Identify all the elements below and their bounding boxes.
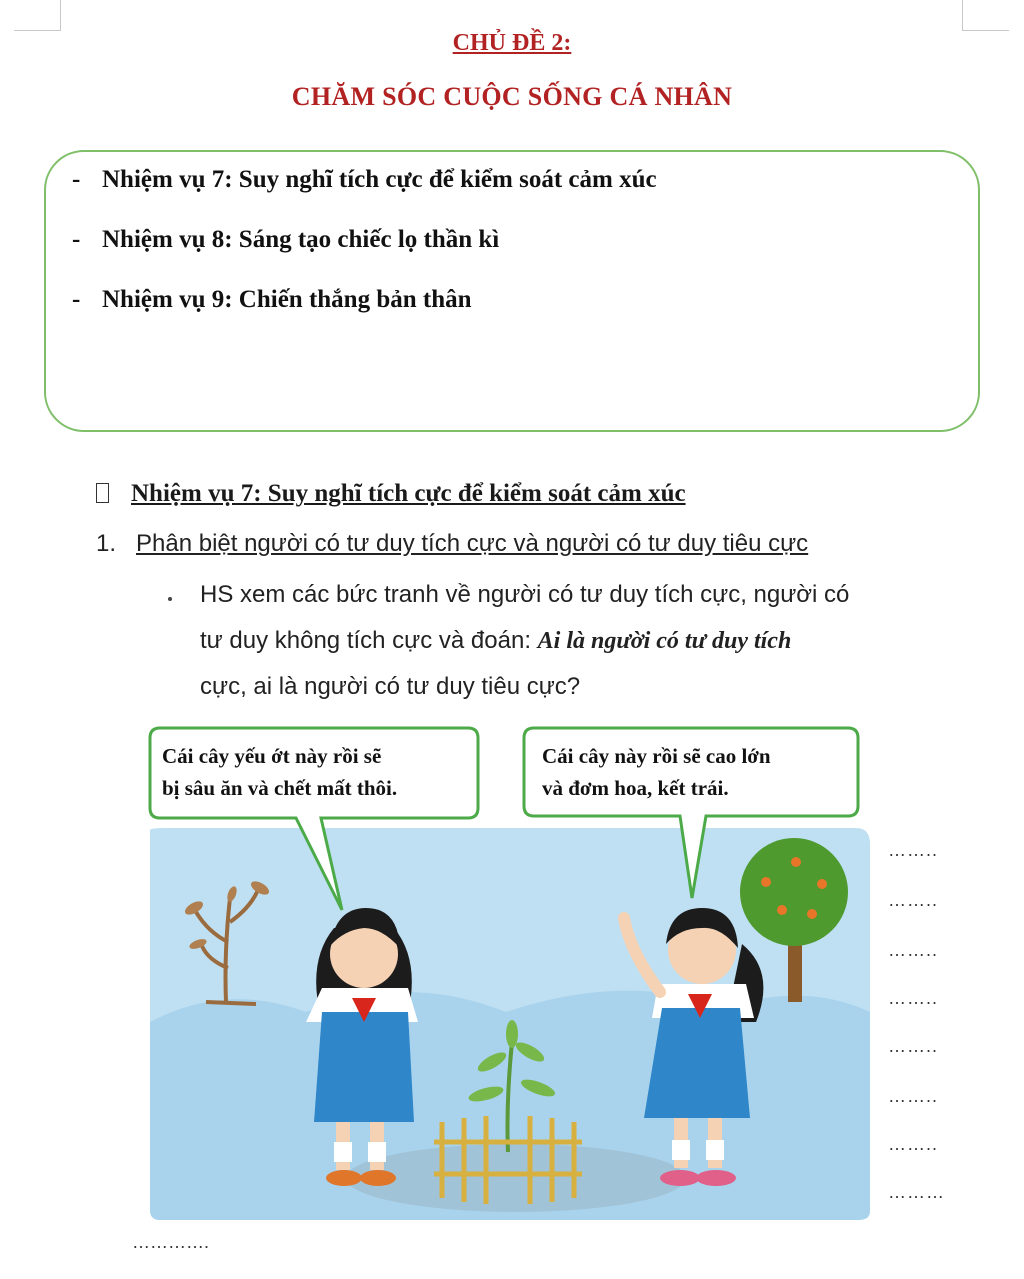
topic-label: CHỦ ĐỀ 2: bbox=[452, 30, 572, 56]
bubble-left-line-2: bị sâu ăn và chết mất thôi. bbox=[162, 776, 398, 800]
page-corner-mark-right bbox=[962, 0, 1009, 31]
page-corner-mark-left bbox=[14, 0, 61, 31]
ground-shadow bbox=[346, 1144, 686, 1212]
task-dash: - bbox=[72, 166, 81, 193]
answer-line-4: …….. bbox=[888, 988, 939, 1008]
item-text: Phân biệt người có tư duy tích cực và người có tư duy tiêu cực bbox=[136, 530, 809, 557]
task-item-9-label: Nhiệm vụ 9: Chiến thắng bản thân bbox=[102, 286, 472, 313]
instruction-line-1: HS xem các bức tranh về người có tư duy tích cực, người có bbox=[200, 581, 850, 608]
answer-line-3: …….. bbox=[888, 940, 939, 960]
task-item-7 bbox=[72, 166, 657, 194]
bubble-left-line-1: Cái cây yếu ớt này rồi sẽ bbox=[162, 744, 382, 768]
task-dash: - bbox=[72, 226, 81, 253]
bottom-answer-line: …………. bbox=[132, 1232, 210, 1252]
instruction-line-2 bbox=[200, 618, 940, 664]
section-heading-text: Nhiệm vụ 7: Suy nghĩ tích cực để kiểm soát cảm xúc bbox=[131, 480, 686, 507]
task-dash: - bbox=[72, 286, 81, 313]
instruction-question-part-1: Ai là người có tư duy tích bbox=[537, 628, 792, 654]
task-item-7-label: Nhiệm vụ 7: Suy nghĩ tích cực để kiểm soát cảm xúc bbox=[102, 166, 657, 193]
section-heading bbox=[96, 480, 686, 508]
item-number: 1. bbox=[96, 530, 117, 557]
checkbox-glyph-icon bbox=[96, 483, 109, 503]
answer-line-5: …….. bbox=[888, 1036, 939, 1056]
answer-line-2: …….. bbox=[888, 890, 939, 910]
speech-bubble-right-text bbox=[542, 740, 771, 804]
instruction-plain-part: tư duy không tích cực và đoán: bbox=[200, 627, 531, 654]
bullet-dot-icon bbox=[168, 597, 172, 601]
task-item-8 bbox=[72, 226, 499, 254]
bubble-right-line-2: và đơm hoa, kết trái. bbox=[542, 776, 729, 800]
speech-bubble-left-text bbox=[162, 740, 397, 804]
answer-line-8: ……… bbox=[888, 1182, 945, 1202]
task-item-8-label: Nhiệm vụ 8: Sáng tạo chiếc lọ thần kì bbox=[102, 226, 500, 253]
answer-line-7: …….. bbox=[888, 1134, 939, 1154]
answer-line-6: …….. bbox=[888, 1086, 939, 1106]
topic-title: CHĂM SÓC CUỘC SỐNG CÁ NHÂN bbox=[291, 82, 733, 111]
instruction-question-part-2: cực, ai là người có tư duy tiêu cực? bbox=[200, 673, 581, 700]
answer-line-1: …….. bbox=[888, 840, 939, 860]
task-item-9 bbox=[72, 286, 472, 314]
numbered-item-1 bbox=[96, 530, 808, 558]
bubble-right-line-1: Cái cây này rồi sẽ cao lớn bbox=[542, 744, 771, 768]
